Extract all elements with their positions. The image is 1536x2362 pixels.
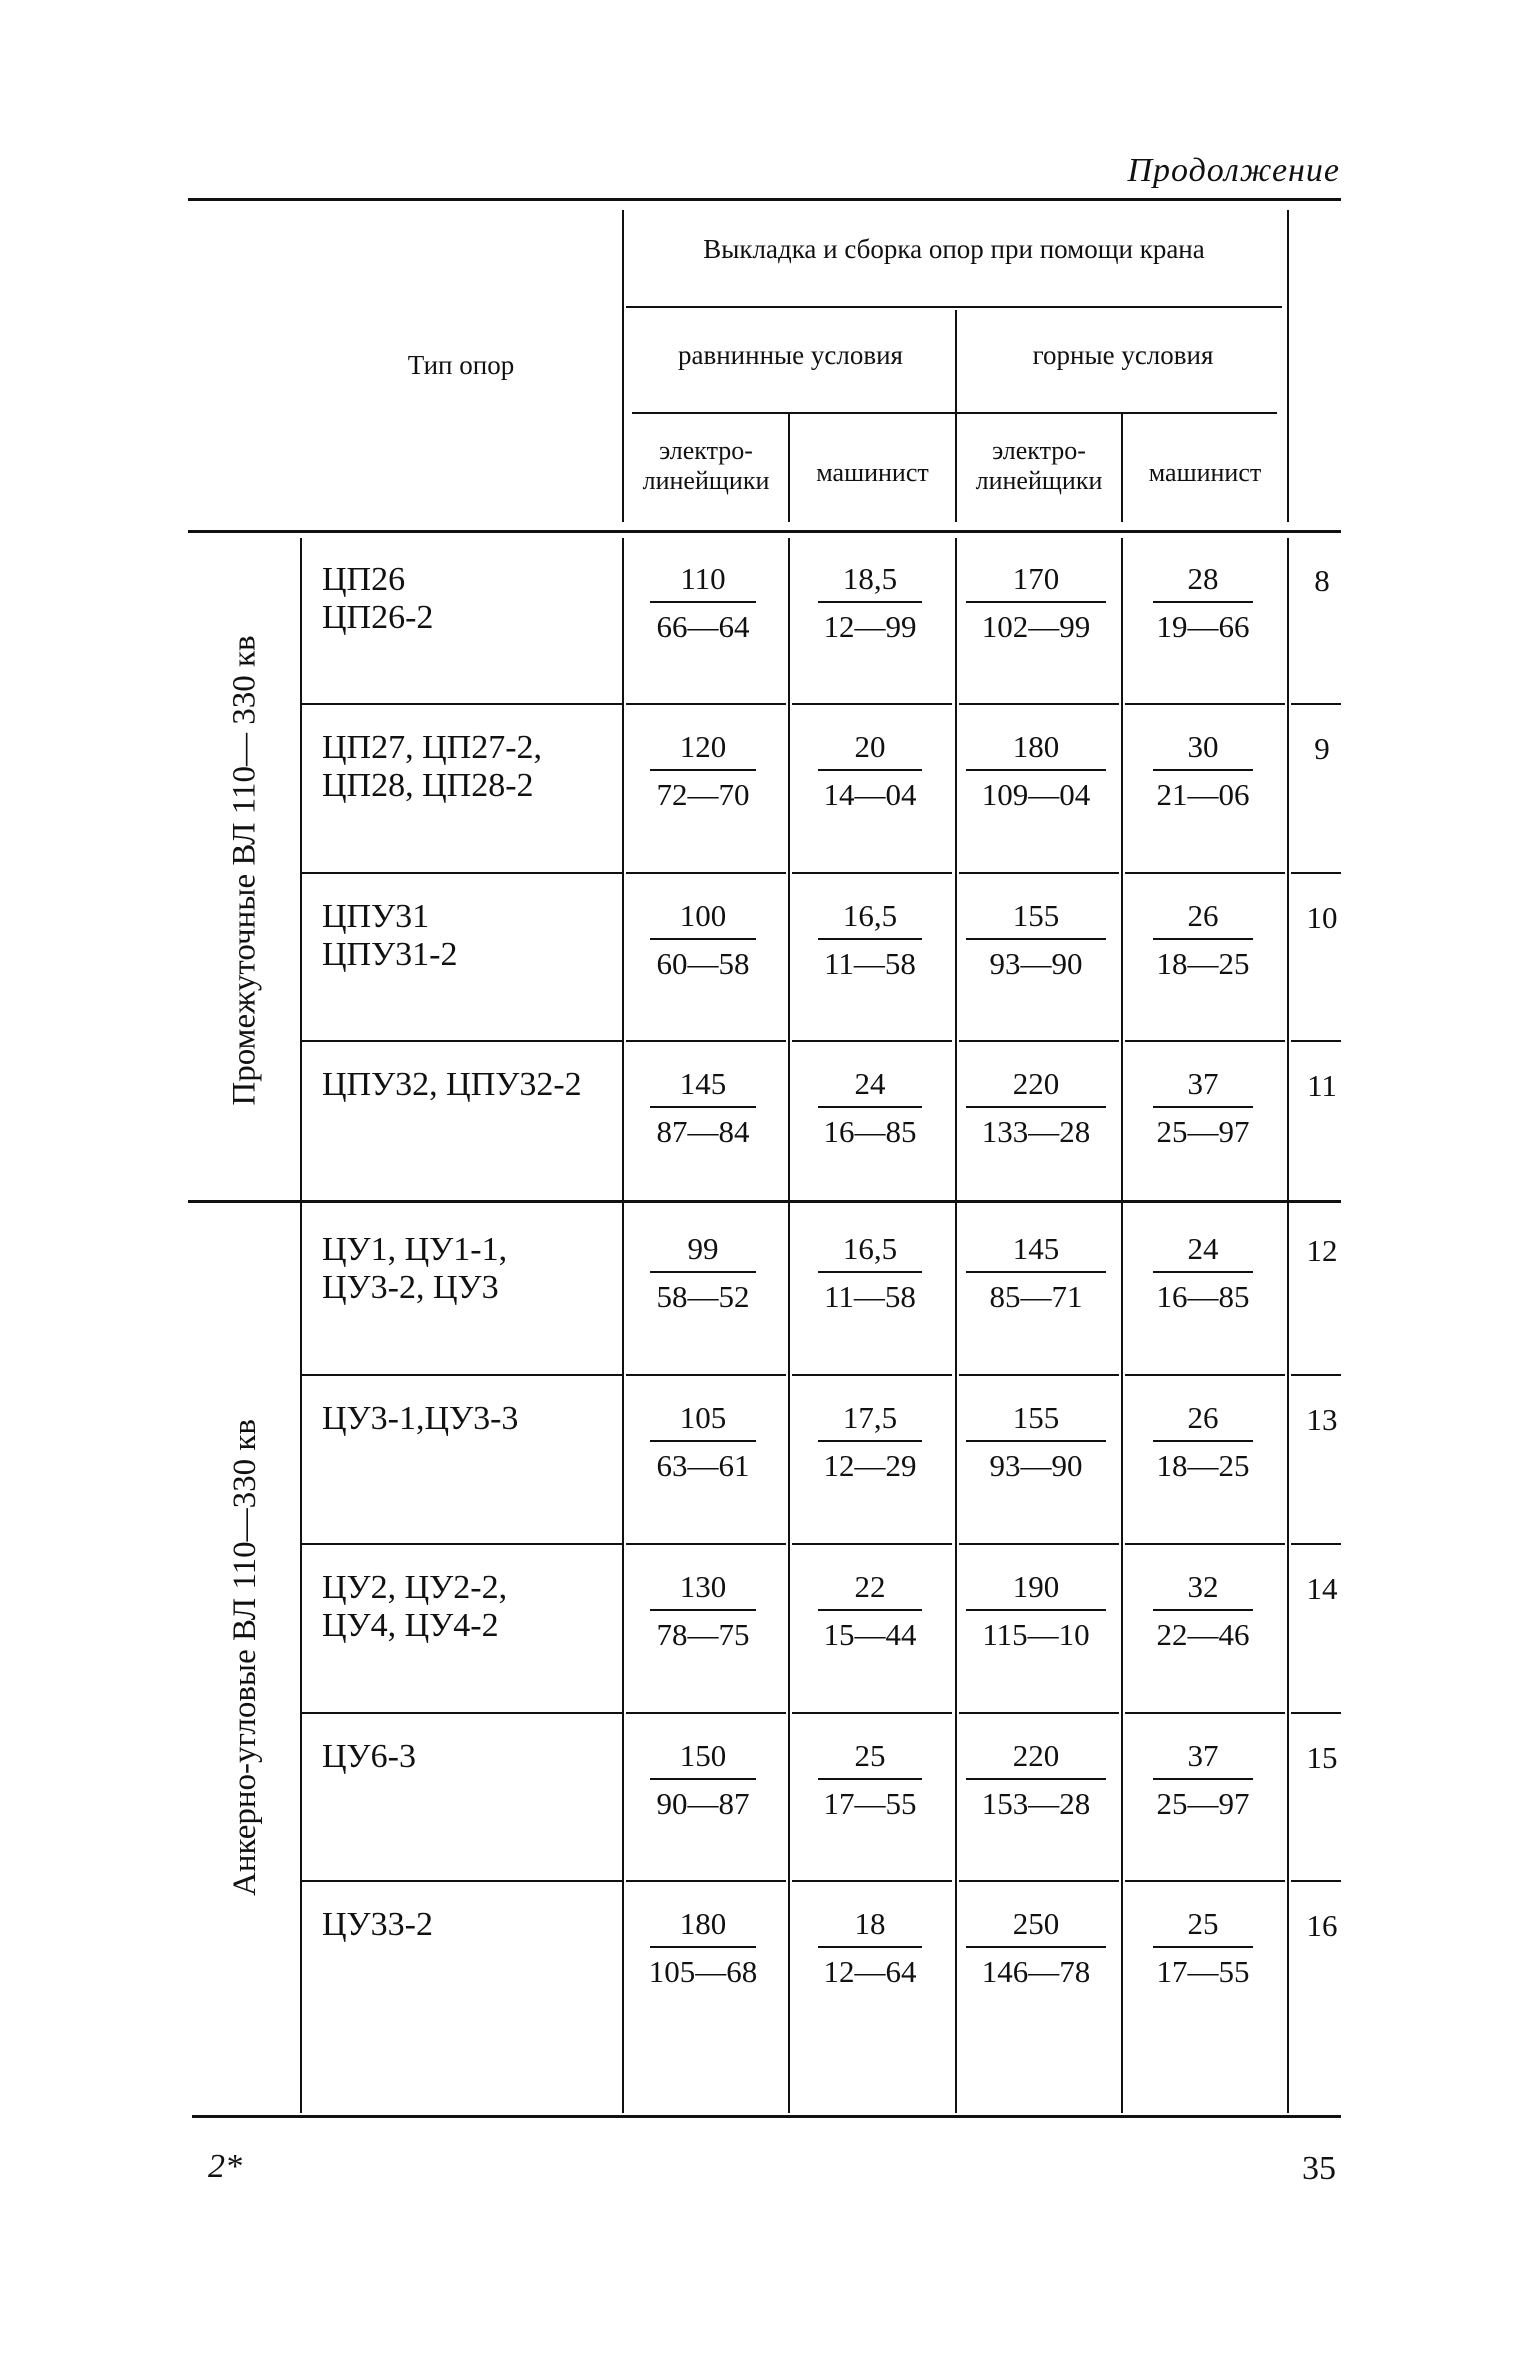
fraction-bar	[818, 769, 922, 771]
fraction-bar	[1153, 601, 1253, 603]
continuation-label: Продолжение	[1127, 152, 1340, 189]
value-cell	[795, 559, 945, 647]
row-separator	[792, 1880, 952, 1882]
body-rule-c1	[788, 538, 790, 2113]
row-separator	[626, 1880, 786, 1882]
value-cell	[795, 896, 945, 984]
value-cell	[795, 1229, 945, 1317]
row-separator	[959, 1374, 1119, 1376]
header-divider-1	[626, 306, 1282, 308]
fraction-bar	[1153, 1609, 1253, 1611]
row-separator	[792, 703, 952, 705]
body-rule-c2	[955, 538, 957, 2113]
row-separator	[959, 1880, 1119, 1882]
group-label-intermediate-text: Промежуточные ВЛ 110— 330 кв	[226, 634, 263, 1106]
value-denominator: 85—71	[989, 1279, 1083, 1314]
header-right-rule	[1287, 210, 1289, 522]
value-denominator: 93—90	[989, 1448, 1083, 1483]
fraction-bar	[1153, 769, 1253, 771]
value-cell	[961, 896, 1111, 984]
value-denominator: 133—28	[981, 1114, 1091, 1149]
value-numerator: 155	[1012, 898, 1060, 933]
value-numerator: 26	[1187, 1400, 1219, 1435]
row-number: 11	[1307, 1068, 1337, 1103]
fraction-bar	[818, 1271, 922, 1273]
row-separator	[1125, 1040, 1285, 1042]
fraction-bar	[966, 1106, 1106, 1108]
group-label-anchor-text: Анкерно-угловые ВЛ 110—330 кв	[226, 1418, 263, 1897]
fraction-bar	[818, 1609, 922, 1611]
fraction-bar	[966, 769, 1106, 771]
value-denominator: 63—61	[656, 1448, 750, 1483]
fraction-bar	[966, 1946, 1106, 1948]
row-number: 9	[1314, 731, 1330, 766]
value-denominator: 146—78	[981, 1954, 1091, 1989]
value-denominator: 115—10	[982, 1617, 1090, 1652]
value-cell	[961, 1904, 1111, 1992]
value-cell	[795, 1567, 945, 1655]
value-numerator: 180	[679, 1906, 727, 1941]
row-separator	[300, 1543, 622, 1545]
row-separator	[1291, 1880, 1341, 1882]
value-denominator: 19—66	[1156, 609, 1250, 644]
value-cell	[1128, 727, 1278, 815]
value-numerator: 220	[1012, 1738, 1060, 1773]
value-numerator: 37	[1187, 1738, 1219, 1773]
value-numerator: 130	[679, 1569, 727, 1604]
row-separator	[300, 703, 622, 705]
value-denominator: 78—75	[656, 1617, 750, 1652]
fraction-bar	[966, 1271, 1106, 1273]
value-denominator: 90—87	[656, 1786, 750, 1821]
row-separator	[792, 872, 952, 874]
fraction-bar	[650, 938, 756, 940]
value-cell	[795, 1064, 945, 1152]
value-denominator: 109—04	[981, 777, 1091, 812]
value-cell	[1128, 1229, 1278, 1317]
row-separator	[626, 1712, 786, 1714]
main-column-header: Выкладка и сборка опор при помощи крана	[703, 234, 1205, 264]
value-numerator: 18,5	[842, 561, 898, 596]
row-separator	[792, 1374, 952, 1376]
footer-signature-mark: 2*	[208, 2148, 242, 2185]
value-numerator: 20	[854, 729, 886, 764]
value-denominator: 153—28	[981, 1786, 1091, 1821]
row-number: 15	[1306, 1740, 1338, 1775]
value-numerator: 180	[1012, 729, 1060, 764]
support-type-cell: ЦП27, ЦП27-2, ЦП28, ЦП28-2	[322, 729, 543, 804]
support-type-cell: ЦП26 ЦП26-2	[322, 561, 434, 636]
value-denominator: 12—29	[823, 1448, 917, 1483]
fraction-bar	[650, 1609, 756, 1611]
value-denominator: 17—55	[1156, 1954, 1250, 1989]
value-denominator: 21—06	[1156, 777, 1250, 812]
table-bottom-rule	[192, 2115, 1341, 2118]
fraction-bar	[650, 601, 756, 603]
sub-header-operator-plain: машинист	[816, 458, 929, 487]
group-label-anchor	[190, 1205, 300, 2110]
value-numerator: 105	[679, 1400, 727, 1435]
support-type-cell: ЦУ33-2	[322, 1906, 433, 1943]
support-type-cell: ЦУ6-3	[322, 1738, 416, 1775]
row-number: 16	[1306, 1908, 1338, 1943]
mountain-conditions-header: горные условия	[1032, 340, 1214, 370]
value-denominator: 102—99	[981, 609, 1091, 644]
row-separator	[792, 1712, 952, 1714]
value-cell	[628, 727, 778, 815]
value-numerator: 28	[1187, 561, 1219, 596]
row-separator	[1291, 703, 1341, 705]
value-cell	[961, 1736, 1111, 1824]
row-separator	[1125, 1374, 1285, 1376]
value-cell	[628, 1567, 778, 1655]
value-numerator: 170	[1012, 561, 1060, 596]
value-denominator: 11—58	[824, 1279, 916, 1314]
value-cell	[1128, 1064, 1278, 1152]
value-cell	[628, 1398, 778, 1486]
row-separator	[959, 1543, 1119, 1545]
value-denominator: 14—04	[823, 777, 917, 812]
value-denominator: 25—97	[1156, 1786, 1250, 1821]
row-separator	[626, 872, 786, 874]
fraction-bar	[818, 1106, 922, 1108]
row-separator	[300, 1880, 622, 1882]
row-separator	[792, 1040, 952, 1042]
row-number: 8	[1314, 563, 1330, 598]
row-separator	[300, 1040, 622, 1042]
support-type-cell: ЦПУ32, ЦПУ32-2	[322, 1066, 582, 1103]
fraction-bar	[818, 601, 922, 603]
value-numerator: 16,5	[842, 1231, 898, 1266]
value-denominator: 18—25	[1156, 946, 1250, 981]
value-denominator: 72—70	[656, 777, 750, 812]
value-numerator: 18	[854, 1906, 886, 1941]
row-separator	[1291, 1712, 1341, 1714]
value-numerator: 26	[1187, 898, 1219, 933]
group-divider	[188, 1200, 1341, 1203]
page-number: 35	[1302, 2150, 1336, 2187]
value-cell	[628, 559, 778, 647]
fraction-bar	[1153, 1106, 1253, 1108]
row-separator	[300, 1712, 622, 1714]
value-cell	[961, 1567, 1111, 1655]
value-denominator: 18—25	[1156, 1448, 1250, 1483]
fraction-bar	[650, 1106, 756, 1108]
value-cell	[795, 1904, 945, 1992]
value-numerator: 30	[1187, 729, 1219, 764]
row-number: 14	[1306, 1571, 1338, 1606]
value-cell	[1128, 559, 1278, 647]
value-cell	[961, 1398, 1111, 1486]
fraction-bar	[1153, 1271, 1253, 1273]
type-column-header: Тип опор	[407, 350, 515, 380]
value-denominator: 12—64	[823, 1954, 917, 1989]
value-cell	[628, 896, 778, 984]
value-numerator: 100	[679, 898, 727, 933]
fraction-bar	[966, 1440, 1106, 1442]
row-separator	[1125, 1543, 1285, 1545]
value-denominator: 22—46	[1156, 1617, 1250, 1652]
row-separator	[626, 703, 786, 705]
value-denominator: 11—58	[824, 946, 916, 981]
value-cell	[1128, 896, 1278, 984]
row-separator	[1125, 872, 1285, 874]
value-cell	[628, 1736, 778, 1824]
value-cell	[795, 1736, 945, 1824]
value-numerator: 220	[1012, 1066, 1060, 1101]
row-separator	[959, 1040, 1119, 1042]
row-separator	[1125, 1880, 1285, 1882]
row-separator	[959, 1712, 1119, 1714]
value-numerator: 99	[687, 1231, 719, 1266]
value-cell	[961, 559, 1111, 647]
value-numerator: 32	[1187, 1569, 1219, 1604]
value-numerator: 17,5	[842, 1400, 898, 1435]
row-separator	[792, 1543, 952, 1545]
value-denominator: 16—85	[823, 1114, 917, 1149]
body-rule-c3	[1121, 538, 1123, 2113]
row-separator	[1125, 703, 1285, 705]
header-bottom-rule	[188, 530, 1341, 533]
value-denominator: 15—44	[823, 1617, 917, 1652]
sub-header-electricians-mountain: электро- линейщики	[975, 436, 1103, 495]
value-numerator: 22	[854, 1569, 886, 1604]
value-numerator: 145	[1012, 1231, 1060, 1266]
row-separator	[626, 1040, 786, 1042]
table-top-rule	[188, 198, 1341, 201]
body-rule-types	[622, 538, 624, 2113]
value-numerator: 150	[679, 1738, 727, 1773]
value-denominator: 16—85	[1156, 1279, 1250, 1314]
value-cell	[961, 727, 1111, 815]
value-cell	[1128, 1904, 1278, 1992]
fraction-bar	[650, 1778, 756, 1780]
value-denominator: 66—64	[656, 609, 750, 644]
fraction-bar	[818, 1778, 922, 1780]
value-numerator: 25	[1187, 1906, 1219, 1941]
value-cell	[1128, 1736, 1278, 1824]
row-number: 12	[1306, 1233, 1338, 1268]
fraction-bar	[966, 1778, 1106, 1780]
row-separator	[1291, 1543, 1341, 1545]
fraction-bar	[650, 1946, 756, 1948]
row-number: 10	[1306, 900, 1338, 935]
fraction-bar	[650, 1440, 756, 1442]
fraction-bar	[966, 601, 1106, 603]
row-number: 13	[1306, 1402, 1338, 1437]
sub-header-electricians-plain: электро- линейщики	[642, 436, 770, 495]
value-numerator: 110	[680, 561, 726, 596]
value-denominator: 87—84	[656, 1114, 750, 1149]
value-denominator: 60—58	[656, 946, 750, 981]
value-denominator: 17—55	[823, 1786, 917, 1821]
row-separator	[626, 1374, 786, 1376]
fraction-bar	[1153, 1440, 1253, 1442]
value-numerator: 250	[1012, 1906, 1060, 1941]
support-type-cell: ЦУ2, ЦУ2-2, ЦУ4, ЦУ4-2	[322, 1569, 508, 1644]
value-cell	[961, 1229, 1111, 1317]
value-numerator: 16,5	[842, 898, 898, 933]
value-cell	[628, 1229, 778, 1317]
fraction-bar	[1153, 1946, 1253, 1948]
fraction-bar	[650, 1271, 756, 1273]
body-rule-label	[300, 538, 302, 2113]
fraction-bar	[1153, 938, 1253, 940]
value-cell	[1128, 1398, 1278, 1486]
value-numerator: 25	[854, 1738, 886, 1773]
row-separator	[1291, 1040, 1341, 1042]
value-denominator: 58—52	[656, 1279, 750, 1314]
value-cell	[628, 1064, 778, 1152]
value-numerator: 24	[854, 1066, 886, 1101]
row-separator	[1291, 872, 1341, 874]
value-numerator: 145	[679, 1066, 727, 1101]
support-type-cell: ЦУ1, ЦУ1-1, ЦУ3-2, ЦУ3	[322, 1231, 508, 1306]
fraction-bar	[650, 769, 756, 771]
support-type-cell: ЦУ3-1,ЦУ3-3	[322, 1400, 519, 1437]
row-separator	[1291, 1374, 1341, 1376]
fraction-bar	[818, 1946, 922, 1948]
body-rule-num	[1287, 538, 1289, 2113]
sub-header-operator-mountain: машинист	[1148, 458, 1262, 487]
fraction-bar	[966, 1609, 1106, 1611]
row-separator	[300, 872, 622, 874]
value-denominator: 93—90	[989, 946, 1083, 981]
fraction-bar	[818, 1440, 922, 1442]
value-cell	[628, 1904, 778, 1992]
group-label-intermediate	[190, 540, 300, 1200]
value-cell	[1128, 1567, 1278, 1655]
row-separator	[626, 1543, 786, 1545]
row-separator	[959, 872, 1119, 874]
value-numerator: 37	[1187, 1066, 1219, 1101]
plain-conditions-header: равнинные условия	[678, 340, 903, 370]
row-separator	[959, 703, 1119, 705]
value-cell	[961, 1064, 1111, 1152]
support-type-cell: ЦПУ31 ЦПУ31-2	[322, 898, 458, 973]
value-denominator: 105—68	[648, 1954, 758, 1989]
fraction-bar	[818, 938, 922, 940]
value-denominator: 12—99	[823, 609, 917, 644]
row-separator	[1125, 1712, 1285, 1714]
value-numerator: 24	[1187, 1231, 1219, 1266]
value-cell	[795, 1398, 945, 1486]
value-numerator: 120	[679, 729, 727, 764]
fraction-bar	[1153, 1778, 1253, 1780]
value-numerator: 190	[1012, 1569, 1060, 1604]
value-numerator: 155	[1012, 1400, 1060, 1435]
fraction-bar	[966, 938, 1106, 940]
value-denominator: 25—97	[1156, 1114, 1250, 1149]
row-separator	[300, 1374, 622, 1376]
value-cell	[795, 727, 945, 815]
